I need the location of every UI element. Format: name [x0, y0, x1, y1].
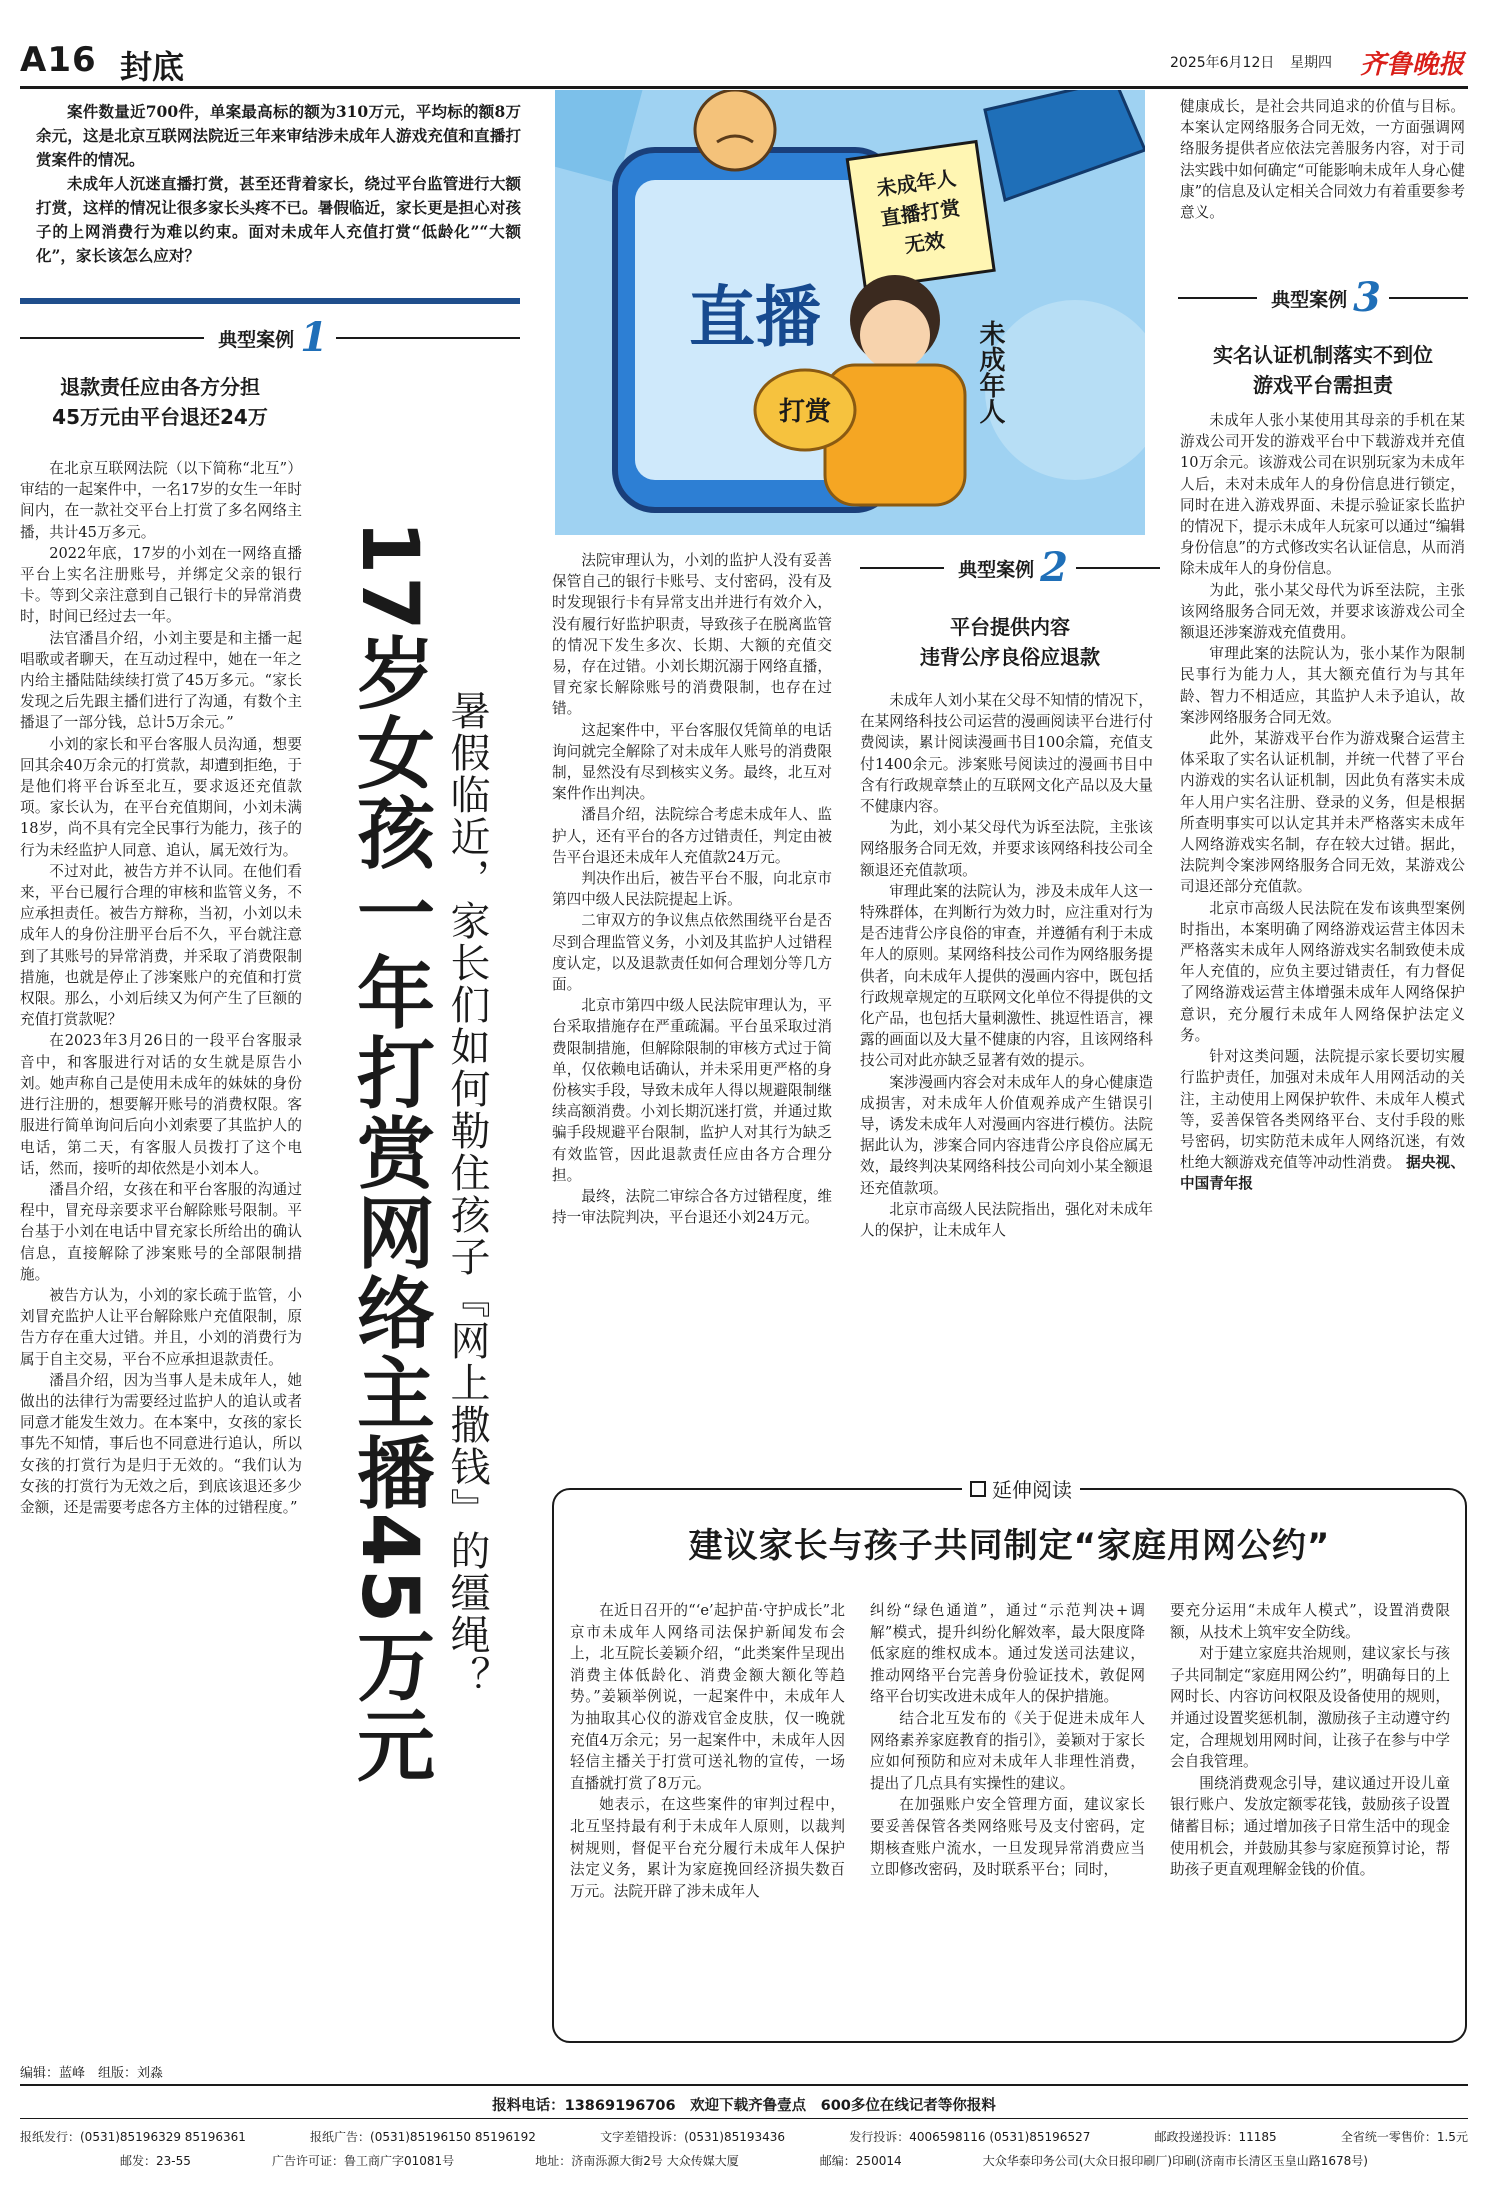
body-paragraph: 围绕消费观念引导，建议通过开设儿童银行账户、发放定额零花钱，鼓励孩子设置储蓄目标；通过增加孩子日常生活中的现金使用机会，并鼓励其参与家庭预算讨论，帮助孩子更直观理解金钱的价值。 [1170, 1774, 1450, 1879]
case3-title-line: 游戏平台需担责 [1253, 373, 1393, 397]
intro-paragraph: 案件数量近700件，单案最高标的额为310万元，平均标的额8万余元，这是北京互联网法院近三年来审结涉未成年人游戏充值和直播打赏案件的情况。 [36, 102, 521, 169]
footer-rule [20, 2084, 1468, 2086]
case3-body [1180, 410, 1465, 1195]
badge-line [1389, 297, 1468, 299]
extended-reading-tag [962, 1474, 1080, 1503]
body-paragraph: 被告方认为，小刘的家长疏于监管，小刘冒充监护人让平台解除账户充值限制，原告方存在重大过错。并且，小刘的消费行为属于自主交易，平台不应承担退款责任。 [20, 1286, 302, 1368]
case-badge-2 [860, 544, 1160, 591]
body-paragraph: 北京市第四中级人民法院审理认为，平台采取措施存在严重疏漏。平台虽采取过消费限制措施，但解除限制的审核方式过于简单，仅依赖电话确认，并未采用更严格的身份核实手段，导致未成年人得以规避限制继续高额消费。小刘长期沉迷打赏，并通过欺骗手段规避平台限制，监护人对其行为缺乏有效监管，因此退款责任应由各方合理分担。 [552, 997, 832, 1184]
case2-continued [1180, 96, 1465, 223]
newspaper-logo: 齐鲁晚报 [1360, 50, 1465, 80]
footer-item: 广告许可证：鲁工商广字01081号 [271, 2154, 455, 2168]
sign-line: 未成年人 [874, 165, 958, 201]
body-paragraph: 结合北互发布的《关于促进未成年人网络素养家庭教育的指引》，姜颖对于家长应如何预防和应对未成年人非理性消费，提出了几点具有实操性的建议。 [870, 1709, 1145, 1792]
issue-date: 2025年6月12日 [1170, 55, 1275, 71]
footer-item: 邮发：23-55 [120, 2154, 191, 2168]
sign-card [847, 142, 994, 289]
bag-label: 打赏 [778, 397, 832, 427]
extended-reading-title: 建议家长与孩子共同制定“家庭用网公约” [688, 1526, 1331, 1566]
body-paragraph: 不过对此，被告方并不认同。在他们看来，平台已履行合理的审核和监管义务，不应承担责任。被告方辩称，当初，小刘以未成年人的身份注册平台后不久，平台就注意到了其账号的异常消费，并采取了消费限制措施，也就是停止了涉案账户的充值和打赏权限。那么，小刘后续又为何产生了巨额的充值打赏款呢？ [20, 862, 302, 1029]
badge-line [20, 337, 204, 339]
body-paragraph: 在北京互联网法院（以下简称“北互”）审结的一起案件中，一名17岁的女生一年时间内，在一款社交平台上打赏了多名网络主播，共计45万多元。 [20, 460, 302, 541]
section-rule [20, 298, 520, 304]
badge-line [336, 337, 520, 339]
extended-column-2 [870, 1600, 1145, 1881]
badge-line [860, 567, 944, 569]
body-paragraph: 北京市高级人民法院在发布该典型案例时指出，本案明确了网络游戏运营主体因未严格落实未成年人网络游戏实名制致使未成年人充值的，应负主要过错责任，有力督促了网络游戏运营主体增强未成年人网络保护意识，充分履行未成年人网络保护法定义务。 [1180, 899, 1465, 1044]
case1-title-line: 退款责任应由各方分担 [60, 375, 260, 399]
case-badge-number: 2 [1040, 544, 1068, 591]
footer-item: 全省统一零售价：1.5元 [1340, 2130, 1468, 2144]
illustration-graphic [555, 90, 1145, 535]
body-paragraph: 案涉漫画内容会对未成年人的身心健康造成损害，对未成年人价值观养成产生错误引导，诱发未成年人对漫画内容进行模仿。法院据此认为，涉案合同内容违背公序良俗应属无效，最终判决某网络科技公司向刘小某全额退还充值款项。 [860, 1073, 1153, 1197]
case1-body [20, 458, 302, 1518]
footer-item: 地址：济南泺源大街2号 大众传媒大厦 [535, 2154, 739, 2168]
document-icon [970, 1481, 986, 1497]
case2-title [860, 612, 1160, 672]
screen-text: 直播 [689, 279, 821, 356]
body-paragraph: 法官潘昌介绍，小刘主要是和主播一起唱歌或者聊天，在互动过程中，她在一年之内给主播陆陆续续打赏了45万多元。“家长发现之后先跟主播们进行了沟通，有数个主播退了一部分钱，总计5万余元。” [20, 629, 302, 732]
badge-line [1076, 567, 1160, 569]
body-paragraph: 小刘的家长和平台客服人员沟通，想要回其余40万余元的打赏款，却遭到拒绝，于是他们将平台诉至北互，要求返还充值款项。家长认为，在平台充值期间，小刘未满18岁，尚不具有完全民事行为能力，孩子的行为未经监护人同意、追认，属无效行为。 [20, 735, 302, 859]
sign-line: 无效 [903, 228, 947, 258]
footer-item: 邮政投递投诉：11185 [1154, 2130, 1277, 2144]
main-headline: 17岁女孩一年打赏网络主播45万元 [344, 520, 434, 1786]
footer-item: 大众华泰印务公司(大众日报印刷厂)印刷(济南市长清区玉皇山路1678号) [982, 2154, 1368, 2168]
case-badge-3 [1178, 274, 1468, 321]
footer-item: 邮编：250014 [819, 2154, 902, 2168]
case-badge-label: 典型案例 [958, 558, 1035, 581]
body-paragraph: 要充分运用“未成年人模式”，设置消费限额，从技术上筑牢安全防线。 [1170, 1602, 1450, 1641]
body-paragraph: 在加强账户安全管理方面，建议家长要妥善保管各类网络账号及支付密码，定期核查账户流水，一旦发现异常消费应当立即修改密码，及时联系平台；同时， [870, 1796, 1145, 1879]
body-paragraph: 纠纷“绿色通道”，通过“示范判决+调解”模式，提升纠纷化解效率，最大限度降低家庭的维权成本。通过发送司法建议，推动网络平台完善身份验证技术，敦促网络平台切实改进未成年人的保护措施。 [870, 1602, 1145, 1706]
case-badge-number: 3 [1353, 274, 1381, 321]
case1-continued [552, 550, 832, 1229]
body-paragraph: 为此，刘小某父母代为诉至法院，主张该网络服务合同无效，并要求该网络科技公司全额退还充值款项。 [860, 819, 1153, 879]
case2-title-line: 违背公序良俗应退款 [920, 645, 1100, 669]
case2-title-line: 平台提供内容 [950, 615, 1070, 639]
body-paragraph: 健康成长，是社会共同追求的价值与目标。本案认定网络服务合同无效，一方面强调网络服务提供者应依法完善服务内容，对于司法实践中如何确定“可能影响未成年人身心健康”的信息及认定相关合同效力有着重要参考意义。 [1180, 98, 1465, 222]
body-text: 针对这类问题，法院提示家长要切实履行监护责任，加强对未成年人用网活动的关注，主动使用上网保护软件、未成年人模式等，妥善保管各类网络平台、支付手段的账号密码，切实防范未成年人网络沉迷，有效杜绝大额游戏充值等冲动性消费。 [1180, 1048, 1465, 1172]
sad-face [695, 90, 775, 170]
extended-reading-label: 延伸阅读 [992, 1478, 1072, 1502]
body-paragraph: 审理此案的法院认为，涉及未成年人这一特殊群体，在判断行为效力时，应注重对行为是否违背公序良俗的审查，并遵循有利于未成年人的原则。某网络科技公司作为网络服务提供者，向未成年人提供的漫画内容中，既包括行政规章规定的互联网文化单位不得提供的文化产品，也包括大量刺激性、挑逗性语言，裸露的画面以及大量不健康的内容，且该网络科技公司对此亦缺乏显著有效的提示。 [860, 882, 1153, 1070]
footer-publisher-info [20, 2152, 1468, 2169]
body-paragraph: 对于建立家庭共治规则，建议家长与孩子共同制定“家庭用网公约”，明确每日的上网时长、内容访问权限及设备使用的规则，并通过设置奖惩机制，激励孩子主动遵守约定，合理规划用网时间，让孩子在参与中学会自我管理。 [1170, 1645, 1450, 1771]
body-paragraph: 潘昌介绍，女孩在和平台客服的沟通过程中，冒充母亲要求平台解除账号限制。平台基于小刘在电话中冒充家长所给出的确认信息，直接解除了涉案账号的全部限制措施。 [20, 1180, 302, 1283]
header-rule [20, 86, 1468, 89]
body-paragraph: 最终，法院二审综合各方过错程度，维持一审法院判决，平台退还小刘24万元。 [552, 1188, 832, 1227]
case-badge-1 [20, 314, 520, 361]
body-paragraph: 未成年人张小某使用其母亲的手机在某游戏公司开发的游戏平台中下载游戏并充值10万余元。该游戏公司在识别玩家为未成年人后，未对未成年人的身份信息进行锁定，同时在进入游戏界面、未提示验证家长监护的情况下，提示未成年人玩家可以通过“编辑身份信息”的方式修改实名认证信息，从而消除未成年人的身份信息。 [1180, 412, 1465, 578]
case2-body [860, 690, 1153, 1241]
body-paragraph: 未成年人刘小某在父母不知情的情况下，在某网络科技公司运营的漫画阅读平台进行付费阅读，累计阅读漫画书目100余篇，充值支付1400余元。涉案账号阅读过的漫画书目中含有行政规章禁止的互联网文化产品以及大量不健康内容。 [860, 692, 1153, 816]
article-intro [36, 100, 521, 268]
case3-title [1178, 340, 1468, 400]
body-paragraph: 潘昌介绍，因为当事人是未成年人，她做出的法律行为需要经过监护人的追认或者同意才能发生效力。在本案中，女孩的家长事先不知情，事后也不同意进行追认，所以女孩的打赏行为是归于无效的。“我们认为女孩的打赏行为无效之后，到底该退还多少金额，还是需要考虑各方主体的过错程度。” [20, 1371, 302, 1516]
body-paragraph: 二审双方的争议焦点依然围绕平台是否尽到合理监管义务，小刘及其监护人过错程度认定，以及退款责任如何合理划分等几方面。 [552, 912, 832, 994]
illustration [555, 90, 1145, 535]
footer-item: 报纸发行：(0531)85196329 85196361 [20, 2130, 246, 2144]
extended-column-3 [1170, 1600, 1450, 1881]
section-name: 封底 [120, 48, 185, 86]
body-paragraph: 审理此案的法院认为，张小某作为限制民事行为能力人，其大额充值行为与其年龄、智力不相适应，其监护人未予追认，故案涉网络服务合同无效。 [1180, 645, 1465, 726]
case-badge-label: 典型案例 [218, 328, 295, 351]
issue-weekday: 星期四 [1290, 55, 1332, 71]
body-paragraph: 为此，张小某父母代为诉至法院，主张该网络服务合同无效，并要求该游戏公司全额退还涉案游戏充值费用。 [1180, 581, 1465, 642]
case3-title-line: 实名认证机制落实不到位 [1213, 343, 1433, 367]
footer-item: 报纸广告：(0531)85196150 85196192 [310, 2130, 536, 2144]
footer-rule [20, 2118, 1468, 2119]
body-paragraph: 法院审理认为，小刘的监护人没有妥善保管自己的银行卡账号、支付密码，没有及时发现银行卡有异常支出并进行有效介入，没有履行好监护职责，导致孩子在脱离监管的情况下发生多次、长期、大额的充值交易，存在过错。小刘长期沉溺于网络直播，冒充家长解除账号的消费限制，也存在过错。 [552, 552, 832, 718]
body-paragraph: 在2023年3月26日的一段平台客服录音中，和客服进行对话的女生就是原告小刘。她声称自己是使用未成年的妹妹的身份进行注册的，想要解开账号的消费权限。客服进行简单询问后向小刘索要了其监护人的电话，第二天，有客服人员拨打了这个电话，然而，接听的却依然是小刘本人。 [20, 1032, 302, 1177]
body-paragraph: 北京市高级人民法院指出，强化对未成年人的保护，让未成年人 [860, 1200, 1153, 1240]
body-paragraph: 这起案件中，平台客服仅凭简单的电话询问就完全解除了对未成年人账号的消费限制，显然没有尽到核实义务。最终，北互对案件作出判决。 [552, 721, 832, 803]
badge-line [1178, 297, 1257, 299]
editor-credit: 编辑：蓝峰 组版：刘淼 [20, 2066, 164, 2081]
body-paragraph [1180, 1046, 1465, 1194]
footer-item: 文字差错投诉：(0531)85193436 [600, 2130, 786, 2144]
child-label: 未成年人 [975, 320, 1005, 424]
intro-paragraph: 未成年人沉迷直播打赏，甚至还背着家长，绕过平台监管进行大额打赏，这样的情况让很多家长头疼不已。暑假临近，家长更是担心对孩子的上网消费行为难以约束。面对未成年人充值打赏“低龄化”“大额化”，家长该怎么应对？ [36, 174, 521, 265]
source-credit: 据央视、中国青年报 [1180, 1154, 1465, 1193]
footer-contacts [20, 2128, 1468, 2145]
case1-title [20, 372, 300, 432]
case1-title-line: 45万元由平台退还24万 [52, 405, 268, 429]
case-badge-number: 1 [300, 314, 328, 361]
page-number: A16 [20, 40, 97, 80]
sign-line: 直播打赏 [879, 195, 962, 231]
footer-item: 发行投诉：4006598116 (0531)85196527 [849, 2130, 1091, 2144]
child-face [860, 300, 930, 370]
body-paragraph: 她表示，在这些案件的审判过程中，北互坚持最有利于未成年人原则，以裁判树规则，督促平台充分履行未成年人保护法定义务，累计为家庭挽回经济损失数百万元。法院开辟了涉未成年人 [570, 1796, 845, 1900]
body-paragraph: 在近日召开的“‘e’起护苗·守护成长”北京市未成年人网络司法保护新闻发布会上，北互院长姜颖介绍，“此类案件呈现出消费主体低龄化、消费金额大额化等趋势。”姜颖举例说，一起案件中，未成年人为抽取其心仪的游戏官金皮肤，仅一晚就充值4万余元；另一起案件中，未成年人因轻信主播关于打赏可送礼物的宣传，一场直播就打赏了8万元。 [570, 1602, 845, 1792]
extended-column-1 [570, 1600, 845, 1902]
body-paragraph: 此外，某游戏平台作为游戏聚合运营主体采取了实名认证机制，并统一代替了平台内游戏的实名认证机制，因此负有落实未成年人用户实名注册、登录的义务，但是根据所查明事实可以认定其并未严格落实未成年人网络游戏实名制，存在较大过错。据此，法院判令案涉网络服务合同无效，某游戏公司退还部分充值款。 [1180, 730, 1465, 896]
body-paragraph: 潘昌介绍，法院综合考虑未成年人、监护人，还有平台的各方过错责任，判定由被告平台退还未成年人充值款24万元。 [552, 806, 832, 866]
footer-hotline: 报料电话：13869196706 欢迎下载齐鲁壹点 600多位在线记者等你报料 [492, 2098, 996, 2114]
body-paragraph: 2022年底，17岁的小刘在一网络直播平台上实名注册账号，并绑定父亲的银行卡。等到父亲注意到自己银行卡的异常消费时，时间已经过去一年。 [20, 544, 302, 626]
sub-headline: 暑假临近，家长们如何勒住孩子『网上撒钱』的缰绳？ [444, 690, 490, 1698]
body-paragraph: 判决作出后，被告平台不服，向北京市第四中级人民法院提起上诉。 [552, 870, 832, 909]
case-badge-label: 典型案例 [1271, 288, 1348, 311]
